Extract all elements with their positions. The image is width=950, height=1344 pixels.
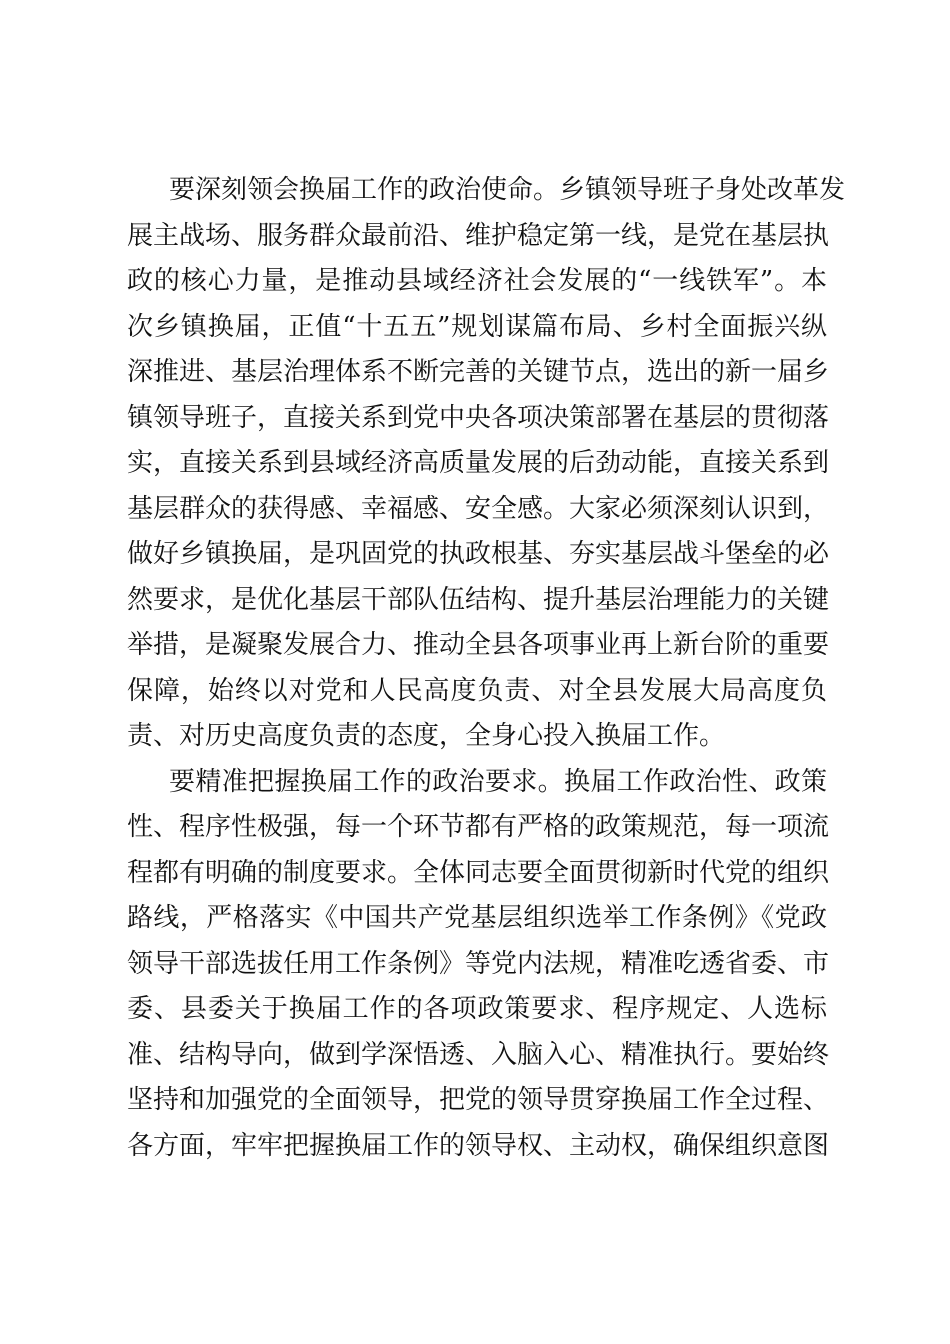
document-body bbox=[127, 168, 846, 1169]
paragraph-line: 准、结构导向，做到学深悟透、入脑入心、精准执行。要始终 bbox=[127, 1039, 830, 1070]
paragraph-line: 保障，始终以对党和人民高度负责、对全县发展大局高度负 bbox=[127, 675, 827, 706]
paragraph-line: 次乡镇换届，正值“十五五”规划谋篇布局、乡村全面振兴纵 bbox=[127, 311, 827, 342]
paragraph-line: 路线，严格落实《中国共产党基层组织选举工作条例》《党政 bbox=[127, 903, 827, 933]
paragraph-line: 做好乡镇换届，是巩固党的执政根基、夯实基层战斗堡垒的必 bbox=[127, 539, 830, 569]
paragraph-line: 然要求，是优化基层干部队伍结构、提升基层治理能力的关键 bbox=[127, 584, 830, 615]
paragraph-line: 要深刻领会换届工作的政治使命。乡镇领导班子身处改革发 bbox=[169, 175, 846, 205]
paragraph-line: 责、对历史高度负责的态度，全身心投入换届工作。 bbox=[127, 721, 726, 751]
paragraph-line: 实，直接关系到县域经济高质量发展的后劲动能，直接关系到 bbox=[127, 448, 830, 478]
paragraph-line: 基层群众的获得感、幸福感、安全感。大家必须深刻认识到， bbox=[127, 493, 830, 524]
paragraph-line: 举措，是凝聚发展合力、推动全县各项事业再上新台阶的重要 bbox=[127, 630, 830, 660]
paragraph-line: 要精准把握换届工作的政治要求。换届工作政治性、政策 bbox=[169, 766, 827, 797]
paragraph-line: 镇领导班子，直接关系到党中央各项决策部署在基层的贯彻落 bbox=[127, 402, 830, 433]
paragraph-line: 深推进、基层治理体系不断完善的关键节点，选出的新一届乡 bbox=[127, 357, 830, 387]
paragraph-line: 展主战场、服务群众最前沿、维护稳定第一线，是党在基层执 bbox=[127, 220, 830, 251]
paragraph-line: 性、程序性极强，每一个环节都有严格的政策规范，每一项流 bbox=[127, 812, 830, 842]
paragraph-political-mission bbox=[127, 168, 846, 760]
paragraph-line: 政的核心力量，是推动县域经济社会发展的“一线铁军”。本 bbox=[127, 266, 827, 296]
paragraph-line: 程都有明确的制度要求。全体同志要全面贯彻新时代党的组织 bbox=[127, 857, 830, 888]
paragraph-line: 领导干部选拔任用工作条例》等党内法规，精准吃透省委、市 bbox=[127, 948, 830, 979]
paragraph-political-requirements bbox=[127, 760, 830, 1170]
paragraph-line: 委、县委关于换届工作的各项政策要求、程序规定、人选标 bbox=[127, 994, 827, 1024]
paragraph-line: 各方面，牢牢把握换届工作的领导权、主动权，确保组织意图 bbox=[127, 1130, 830, 1161]
paragraph-line: 坚持和加强党的全面领导，把党的领导贯穿换届工作全过程、 bbox=[127, 1085, 830, 1115]
